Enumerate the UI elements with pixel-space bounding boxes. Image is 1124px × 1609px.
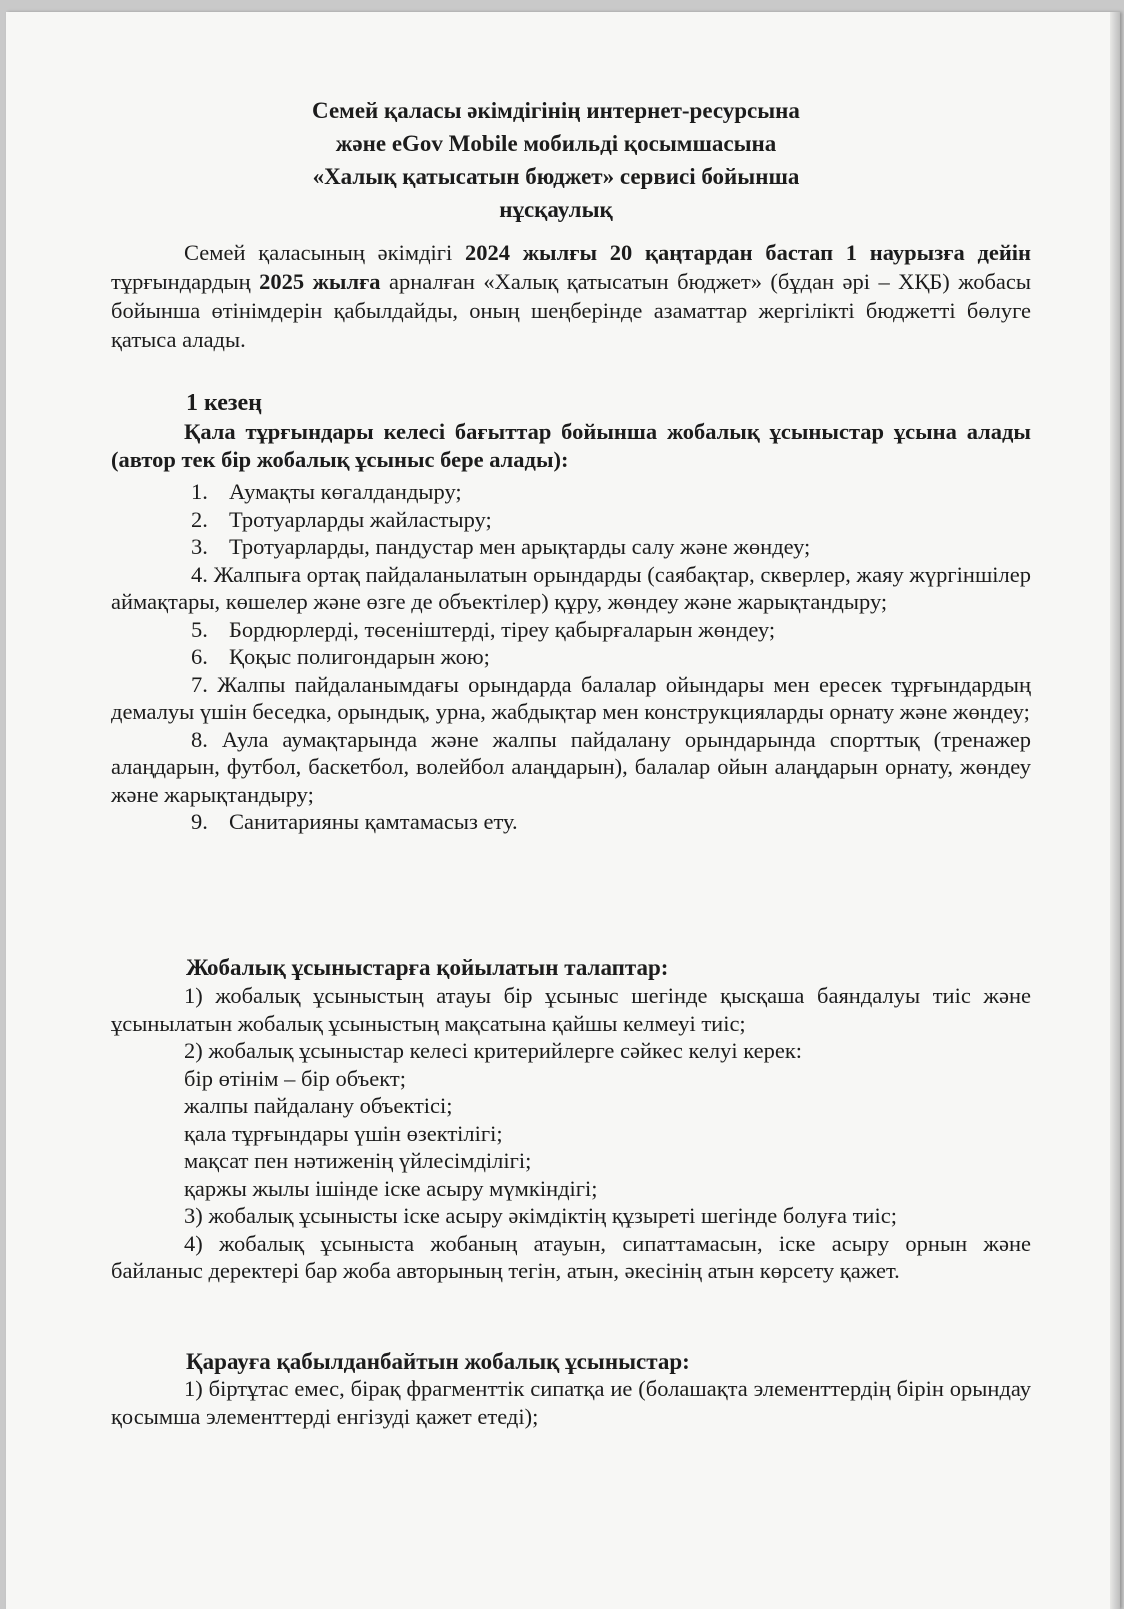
intro-text-2: тұрғындардың: [111, 269, 260, 294]
document-title: [156, 94, 956, 226]
list-item: 3. Тротуарларды, пандустар мен арықтарды салу және жөндеу;: [191, 534, 811, 559]
requirements-list: [111, 982, 1031, 1285]
stage-subheading: Қала тұрғындары келесі бағыттар бойынша жобалық ұсыныстар ұсына алады (автор тек бір жобалық ұсыныс бере алады):: [111, 419, 1031, 472]
requirements-heading: Жобалық ұсыныстарға қойылатын талаптар:: [186, 955, 669, 980]
requirement-3: 3) жобалық ұсынысты іске асыру әкімдіктің құзыреті шегінде болуға тиіс;: [184, 1203, 897, 1228]
requirement-2: 2) жобалық ұсыныстар келесі критерийлерге сәйкес келуі керек:: [184, 1038, 803, 1063]
criterion-item: мақсат пен нәтиженің үйлесімділігі;: [184, 1148, 532, 1173]
intro-text-1: Семей қаласының әкімдігі: [184, 240, 465, 265]
list-item: 9. Санитарияны қамтамасыз ету.: [191, 809, 518, 834]
direction-list: [111, 478, 1031, 836]
intro-dates: 2024 жылғы 20 қаңтардан бастап 1 наурызға дейін: [465, 240, 1032, 265]
title-line-3: «Халық қатысатын бюджет» сервисі бойынша: [312, 164, 800, 189]
page-edge: [1110, 12, 1120, 1609]
intro-year: 2025 жылға: [259, 269, 381, 294]
list-item: 5. Бордюрлерді, төсеніштерді, тіреу қабырғаларын жөндеу;: [191, 616, 776, 642]
rejected-item-1: 1) біртұтас емес, бірақ фрагменттік сипатқа ие (болашақта элементтердің бірін орындау қосымша элементтерді енгізуді қажет етеді);: [111, 1376, 1031, 1429]
requirement-4: 4) жобалық ұсыныста жобаның атауын, сипаттамасын, іске асыру орнын және байланыс деректері бар жоба авторының тегін, атын, әкесінің атын көрсету қажет.: [111, 1230, 1031, 1283]
list-item: 6. Қоқыс полигондарын жою;: [191, 644, 490, 669]
requirement-1: 1) жобалық ұсыныстың атауы бір ұсыныс шегінде қысқаша баяндалуы тиіс және ұсынылатын жобалық ұсыныстың мақсатына қайшы келмеуі тиіс;: [111, 983, 1031, 1036]
list-item: 4. Жалпыға ортақ пайдаланылатын орындарды (саябақтар, скверлер, жаяу жүргіншілер аймақтары, көшелер және өзге де объектілер) құру, жөндеу және жарықтандыру;: [111, 561, 1031, 614]
title-line-1: Семей қаласы әкімдігінің интернет-ресурсына: [312, 98, 800, 123]
title-line-2: және eGov Mobile мобильді қосымшасына: [335, 131, 777, 156]
criterion-item: қала тұрғындары үшін өзектілігі;: [184, 1120, 503, 1146]
title-line-4: нұсқаулық: [499, 197, 613, 222]
list-item: 1. Аумақты көгалдандыру;: [191, 479, 462, 504]
intro-paragraph: [111, 238, 1031, 354]
criterion-item: қаржы жылы ішінде іске асыру мүмкіндігі;: [184, 1175, 598, 1201]
list-item: 8. Аула аумақтарында және жалпы пайдалану орындарында спорттық (тренажер алаңдарын, футбол, баскетбол, волейбол алаңдарын), балалар ойын алаңдарын орнату, жөндеу және жарықтандыру;: [111, 726, 1032, 807]
stage-heading: 1 кезең: [186, 390, 263, 416]
list-item: 2. Тротуарларды жайластыру;: [191, 506, 492, 532]
list-item: 7. Жалпы пайдаланымдағы орындарда балалар ойындары мен ересек тұрғындардың демалуы үшін беседка, орындық, урна, жабдықтар мен конструкцияларды орнату және жөндеу;: [111, 671, 1032, 724]
intro-text-3: арналған «Халық қатысатын бюджет» (бұдан әрі – ХҚБ) жобасы бойынша өтінімдерін қабылдайды, оның шеңберінде азаматтар жергілікті бюджетті бөлуге қатыса алады.: [111, 269, 1031, 352]
criterion-item: бір өтінім – бір объект;: [184, 1065, 406, 1091]
criterion-item: жалпы пайдалану объектісі;: [184, 1093, 453, 1118]
rejected-heading: Қарауға қабылданбайтын жобалық ұсыныстар:: [186, 1349, 690, 1374]
document-page: [6, 12, 1120, 1609]
